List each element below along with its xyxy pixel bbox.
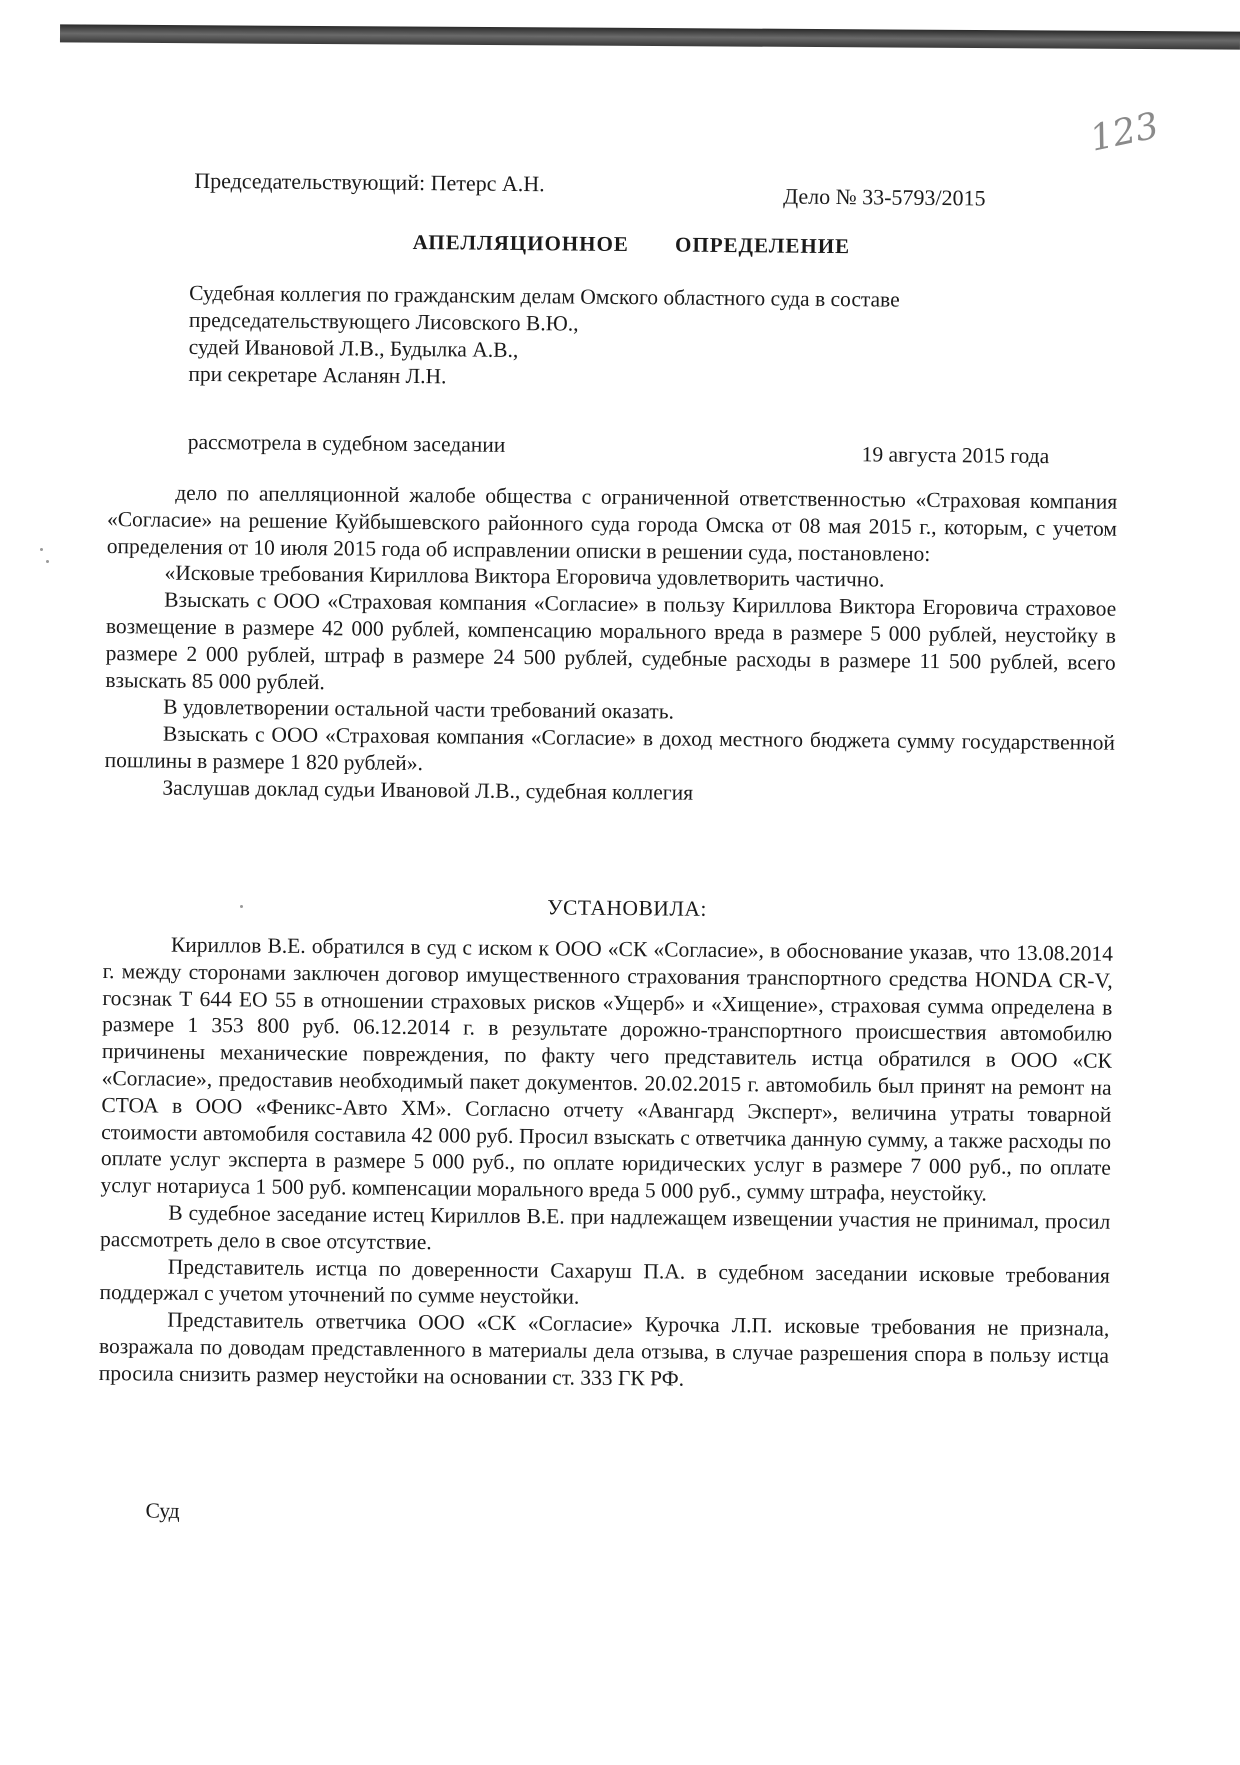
- paragraph: Представитель ответчика ООО «СК «Согласие» Курочка Л.П. исковые требования не признала, возражала по доводам представленного в материалы дела отзыва, в случае разрешения спора в пользу истца просила снизить размер неустойки на основании ст. 333 ГК РФ.: [98, 1307, 1110, 1391]
- document-title: АПЕЛЛЯЦИОННОЕ ОПРЕДЕЛЕНИЕ: [412, 229, 851, 259]
- facts-section: [99, 931, 1113, 1396]
- panel-line: председательствующего Лисовского В.Ю.,: [188, 307, 579, 336]
- presiding-judge: Председательствующий: Петерс А.Н.: [194, 167, 545, 197]
- panel-line: судей Ивановой Л.В., Будылка А.В.,: [188, 334, 519, 362]
- session-date: 19 августа 2015 года: [861, 442, 1050, 469]
- case-number: Дело № 33-5793/2015: [783, 183, 986, 211]
- cut-off-line: [145, 1498, 185, 1523]
- paragraph: «Исковые требования Кириллова Виктора Егоровича удовлетворить частично.: [164, 560, 885, 592]
- paragraph: В удовлетворении остальной части требований оказать.: [163, 694, 675, 724]
- paragraph: Взыскать с ООО «Страховая компания «Согласие» в доход местного бюджета сумму государственной пошлины в размере 1 820 рублей».: [104, 721, 1116, 776]
- paragraph: Взыскать с ООО «Страховая компания «Согласие» в пользу Кириллова Виктора Егоровича страховое возмещение в размере 42 000 рублей, компенсацию морального вреда в размере 5 000 рублей, неустойку в размере 2 000 рублей, штраф в размере 24 500 рублей, судебные расходы в размере 11 500 рублей, всего взыскать 85 000 рублей.: [105, 587, 1117, 694]
- ruling-section: [104, 479, 1117, 810]
- section-heading: УСТАНОВИЛА:: [547, 895, 708, 921]
- panel-line: при секретаре Асланян Л.Н.: [188, 361, 447, 389]
- handwritten-page-number: 123: [1086, 105, 1163, 160]
- paragraph: В судебное заседание истец Кириллов В.Е. при надлежащем извещении участия не принимал, просил рассмотреть дело в свое отсутствие.: [99, 1200, 1111, 1254]
- court-panel: [188, 280, 900, 395]
- cut-off-text: Суд: [145, 1498, 180, 1523]
- paragraph: Кириллов В.Е. обратился в суд с иском к ООО «СК «Согласие», в обоснование указав, что 13.08.2014 г. между сторонами заключен договор имущественного страхования транспортного средства HONDA CR-V, госзнак Т 644 ЕО 55 в отношении страховых рисков «Ущерб» и «Хищение», страховая сумма определена в размере 1 353 800 руб. 06.12.2014 г. в результате дорожно-транспортного происшествия автомобилю причинены механические повреждения, по факту чего представитель истца обратился в ООО «СК «Согласие», предоставив необходимый пакет документов. 20.02.2015 г. автомобиль был принят на ремонт на СТОА в ООО «Феникс-Авто ХМ». Согласно отчету «Авангард Эксперт», величина утраты товарной стоимости автомобиля составила 42 000 руб. Просил взыскать с ответчика данную сумму, а также расходы по оплате услуг эксперта в размере 5 000 руб., по оплате юридических услуг в размере 7 000 руб., по оплате услуг нотариуса 1 500 руб. компенсации морального вреда 5 000 руб., сумму штрафа, неустойку.: [100, 932, 1114, 1206]
- paragraph: дело по апелляционной жалобе общества с ограниченной ответственностью «Страховая компания «Согласие» на решение Куйбышевского районного суда города Омска от 08 мая 2015 г., которым, с учетом определения от 10 июля 2015 года об исправлении описки в решении суда, постановлено:: [106, 480, 1118, 566]
- panel-line: Судебная коллегия по гражданским делам Омского областного суда в составе: [189, 280, 900, 312]
- session-text: рассмотрела в судебном заседании: [187, 429, 506, 457]
- paragraph: Заслушав доклад судьи Ивановой Л.В., судебная коллегия: [162, 775, 694, 805]
- paragraph: Представитель истца по доверенности Сахаруш П.А. в судебном заседании исковые требования поддержал с учетом уточнений по сумме неустойки.: [99, 1254, 1110, 1309]
